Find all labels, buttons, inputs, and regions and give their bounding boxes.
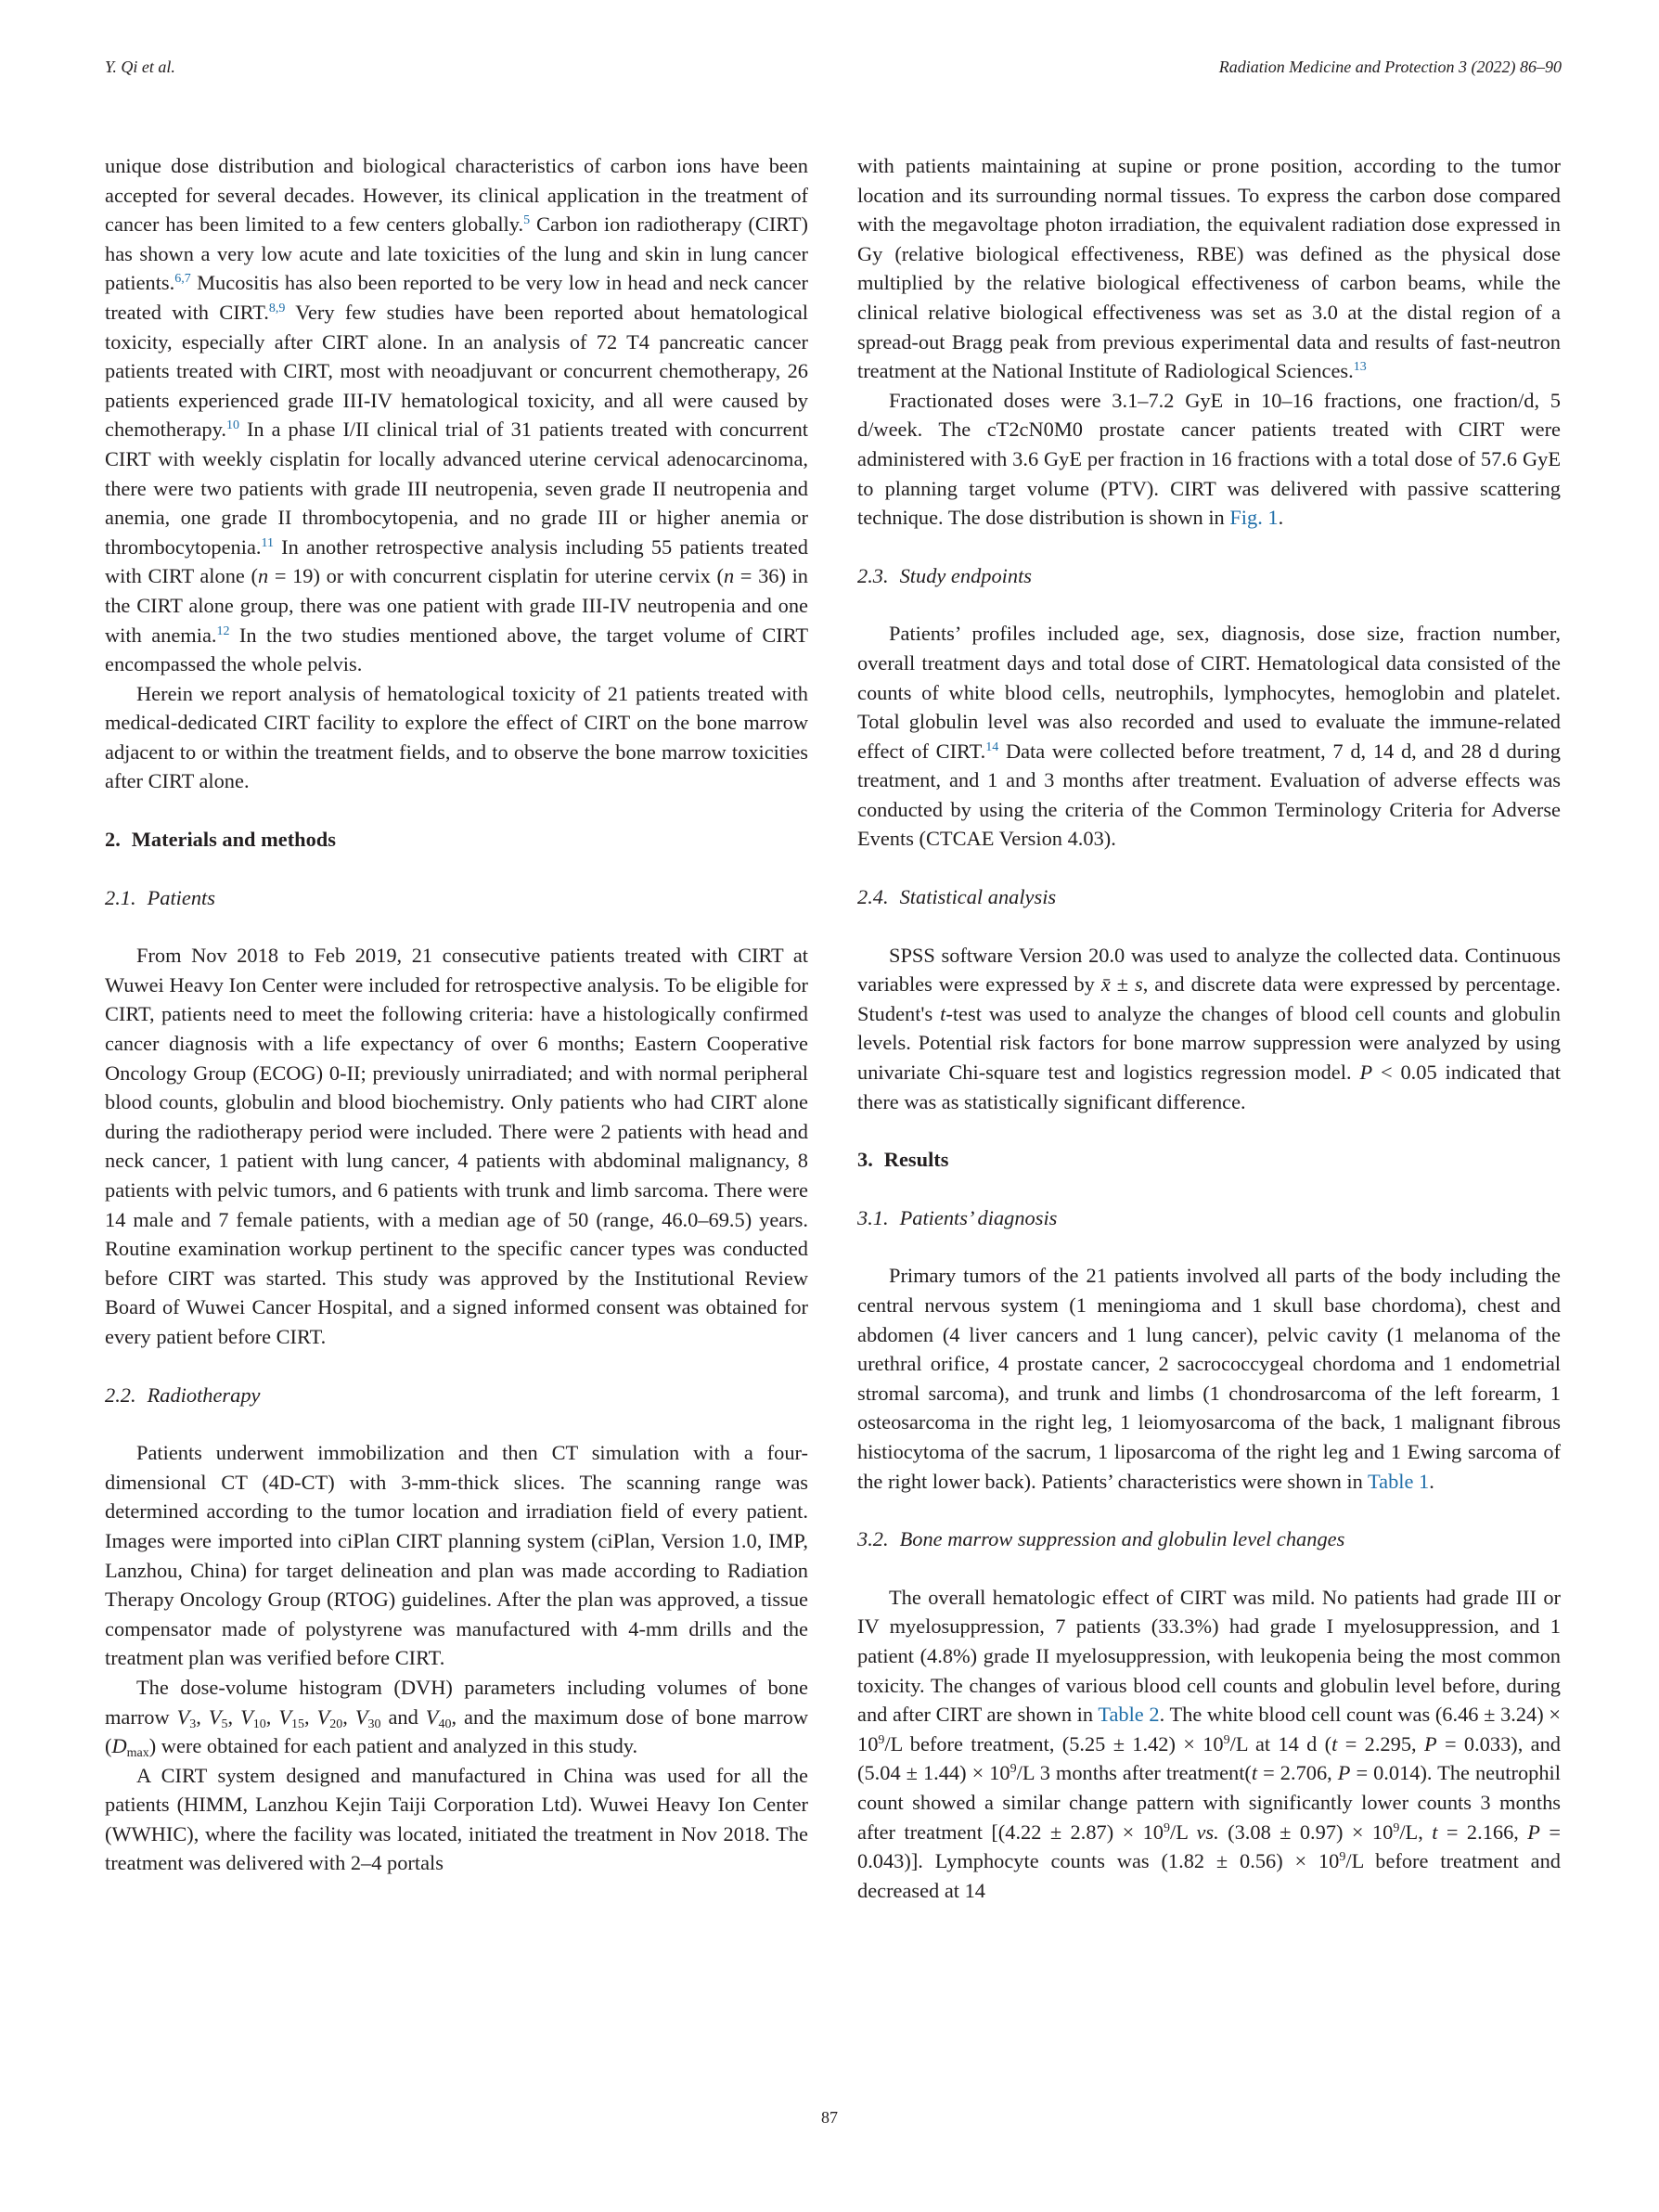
citation-ref[interactable]: 11 [261, 535, 274, 550]
subsection-heading-bone-marrow: 3.2. Bone marrow suppression and globulin level changes [857, 1527, 1345, 1551]
table-link[interactable]: Table 1 [1368, 1469, 1430, 1493]
section-heading-results: 3. Results [857, 1148, 949, 1172]
paragraph-radiotherapy-sim: Patients underwent immobilization and then CT simulation with a four-dimensional CT (4D-CT) with 3-mm-thick slices. The scanning range was determined according to the tumor location and irradiation field of every patient. Images were imported into ciPlan CIRT planning system (ciPlan, Version 1.0, IMP, Lanzhou, China) for target delineation and plan was made according to Radiation Therapy Oncology Group (RTOG) guidelines. After the plan was approved, a tissue compensator made of polystyrene was manufactured with 4-mm drills and the treatment plan was verified before CIRT. [105, 1441, 808, 1670]
citation-ref[interactable]: 12 [216, 624, 230, 638]
paragraph-cirt-system: A CIRT system designed and manufactured in China was used for all the patients (HIMM, Lanzhou Kejin Taiji Corporation Ltd). Wuwei Heavy Ion Center (WWHIC), where the facility was located, initiated the treatment in Nov 2018. The treatment was delivered with 2–4 portals [105, 1763, 808, 1875]
paragraph-patients: From Nov 2018 to Feb 2019, 21 consecutive patients treated with CIRT at Wuwei Heavy Ion Center were included for retrospective analysis. To be eligible for CIRT, patients need to meet the following criteria: have a histologically confirmed cancer diagnosis with a life expectancy of over 6 months; Eastern Cooperative Oncology Group (ECOG) 0-II; previously unirradiated; and with normal peripheral blood counts, globulin and blood biochemistry. Only patients who had CIRT alone during the radiotherapy period were included. There were 2 patients with head and neck cancer, 1 patient with lung cancer, 4 patients with abdominal malignancy, 8 patients with pelvic tumors, and 6 patients with trunk and limb sarcoma. There were 14 male and 7 female patients, with a median age of 50 (range, 46.0–69.5) years. Routine examination workup pertinent to the specific cancer types was conducted before CIRT was started. This study was approved by the Institutional Review Board of Wuwei Cancer Hospital, and a signed informed consent was obtained for every patient before CIRT. [105, 944, 808, 1348]
subsection-heading-diagnosis: 3.1. Patients’ diagnosis [857, 1205, 1058, 1229]
citation-ref[interactable]: 10 [225, 418, 239, 433]
paragraph-intro-continued: unique dose distribution and biological characteristics of carbon ions have been accepted for several decades. However, its clinical application in the treatment of cancer has been limited to a few centers globally.$^5$ Carbon ion radiotherapy (CIRT) has shown a very low acute and late toxicities of the lung and skin in lung cancer patients.$^{6,7}$ Mucositis has also been reported to be very low in head and neck cancer treated with CIRT.$^{8,9}$ Very few studies have been reported about hematological toxicity, especially after CIRT alone. In an analysis of 72 T4 pancreatic cancer patients treated with CIRT, most with neoadjuvant or concurrent chemotherapy, 26 patients experienced grade III-IV hematological toxicity, and all were caused by chemotherapy.$^{10}$ In a phase I/II clinical trial of 31 patients treated with concurrent CIRT with weekly cisplatin for locally advanced uterine cervical adenocarcinoma, there were two patients with grade III neutropenia, seven grade II neutropenia and anemia, one grade II thrombocytopenia, and no grade III or higher anemia or thrombocytopenia.$^{11}$ In another retrospective analysis including 55 patients treated with CIRT alone (n = 19) or with concurrent cisplatin for uterine cervix (n = 36) in the CIRT alone group, there was one patient with grade III-IV neutropenia and one with anemia.$^{12}$ In the two studies mentioned above, the target volume of CIRT encompassed the whole pelvis. [105, 154, 809, 676]
paragraph-aim: Herein we report analysis of hematological toxicity of 21 patients treated with medical-dedicated CIRT facility to explore the effect of CIRT on the bone marrow adjacent to or within the treatment fields, and to observe the bone marrow toxicities after CIRT alone. [105, 681, 808, 793]
paragraph-bone-marrow: The overall hematologic effect of CIRT was mild. No patients had grade III or IV myelosuppression, 7 patients (33.3%) had grade I myelosuppression, and 1 patient (4.8%) grade II myelosuppression, with leukopenia being the most common toxicity. The changes of various blood cell counts and globulin level before, during and after CIRT are shown in Table 2. The white blood cell count was $(6.46 \pm 3.24) \times 10^9/L$ before treatment, $(5.25 \pm 1.42) \times 10^9/L$ at 14 d (t = 2.295, P = 0.033), and $(5.04 \pm 1.44) \times 10^9/L$ 3 months after treatment(t = 2.706, P = 0.014). The neutrophil count showed a similar change pattern with significantly lower counts 3 months after treatment [$(4.22 \pm 2.87) \times 10^9/L$ vs. $(3.08 \pm 0.97) \times 10^9/L$, t = 2.166, P = 0.043)]. Lymphocyte counts was $(1.82 \pm 0.56) \times 10^9/L$ before treatment and decreased at 14 [857, 1585, 1561, 1902]
section-heading-materials-methods: 2. Materials and methods [105, 828, 336, 852]
running-header-authors: Y. Qi et al. [105, 58, 175, 76]
paragraph-rbe: with patients maintaining at supine or prone position, according to the tumor location and its surrounding normal tissues. To express the carbon dose compared with the megavoltage photon irradiation, the equivalent radiation dose expressed in Gy (relative biological effectiveness, RBE) was defined as the physical dose multiplied by the relative biological effectiveness of carbon beams, while the clinical relative biological effectiveness was set as 3.0 at the distal region of a spread-out Bragg peak from previous experimental data and results of fast-neutron treatment at the National Institute of Radiological Sciences.$^{13}$ [857, 154, 1561, 383]
paragraph-dvh: The dose-volume histogram (DVH) parameters including volumes of bone marrow $V_3$, $V_5$, $V_{10}$, $V_{15}$, $V_{20}$, $V_{30}$ and $V_{40}$, and the maximum dose of bone marrow $(D_{max})$ were obtained for each patient and analyzed in this study. [105, 1675, 809, 1761]
page-number: 87 [821, 2108, 838, 2127]
citation-ref[interactable]: 6,7 [174, 272, 191, 287]
citation-ref[interactable]: 8,9 [268, 301, 286, 315]
right-column [857, 151, 1561, 1905]
subsection-heading-study-endpoints: 2.3. Study endpoints [857, 563, 1033, 587]
table-link[interactable]: Table 2 [1098, 1703, 1160, 1727]
figure-link[interactable]: Fig. 1 [1229, 506, 1279, 530]
paragraph-statistics: SPSS software Version 20.0 was used to analyze the collected data. Continuous variables were expressed by x̄ ± s, and discrete data were expressed by percentage. Student's t-test was used to analyze the changes of blood cell counts and globulin levels. Potential risk factors for bone marrow suppression were analyzed by using univariate Chi-square test and logistics regression model. P < 0.05 indicated that there was as statistically significant difference. [857, 943, 1562, 1113]
citation-ref[interactable]: 14 [985, 739, 999, 754]
citation-ref[interactable]: 5 [523, 213, 531, 228]
running-header-journal: Radiation Medicine and Protection 3 (2022) 86–90 [1218, 58, 1562, 76]
subsection-heading-radiotherapy: 2.2. Radiotherapy [105, 1382, 261, 1407]
citation-ref[interactable]: 13 [1353, 360, 1367, 375]
paragraph-endpoints: Patients’ profiles included age, sex, diagnosis, dose size, fraction number, overall treatment days and total dose of CIRT. Hematological data consisted of the counts of white blood cells, neutrophils, lymphocytes, hemoglobin and platelet. Total globulin level was also recorded and used to evaluate the immune-related effect of CIRT.$^{14}$ Data were collected before treatment, 7 d, 14 d, and 28 d during treatment, and 1 and 3 months after treatment. Evaluation of adverse effects was conducted by using the criteria of the Common Terminology Criteria for Adverse Events (CTCAE Version 4.03). [857, 622, 1562, 851]
left-column [105, 151, 808, 1878]
subsection-heading-patients: 2.1. Patients [105, 885, 215, 909]
paragraph-fractionation: Fractionated doses were 3.1–7.2 GyE in 10–16 fractions, one fraction/d, 5 d/week. The cT2cN0M0 prostate cancer patients treated with CIRT were administered with 3.6 GyE per fraction in 16 fractions with a total dose of 57.6 GyE to planning target volume (PTV). CIRT was delivered with passive scattering technique. The dose distribution is shown in Fig. 1. [857, 388, 1561, 530]
paragraph-diagnosis: Primary tumors of the 21 patients involved all parts of the body including the central nervous system (1 meningioma and 1 skull base chordoma), chest and abdomen (4 liver cancers and 1 lung cancer), pelvic cavity (1 melanoma of the urethral orifice, 4 prostate cancer, 2 sacrococcygeal chordoma and 1 endometrial stromal sarcoma), and trunk and limbs (1 chondrosarcoma of the left forearm, 1 osteosarcoma in the right leg, 1 leiomyosarcoma of the back, 1 malignant fibrous histiocytoma of the sacrum, 1 liposarcoma of the right leg and 1 Ewing sarcoma of the right lower back). Patients’ characteristics were shown in Table 1. [857, 1264, 1561, 1493]
subsection-heading-statistical-analysis: 2.4. Statistical analysis [857, 885, 1057, 909]
